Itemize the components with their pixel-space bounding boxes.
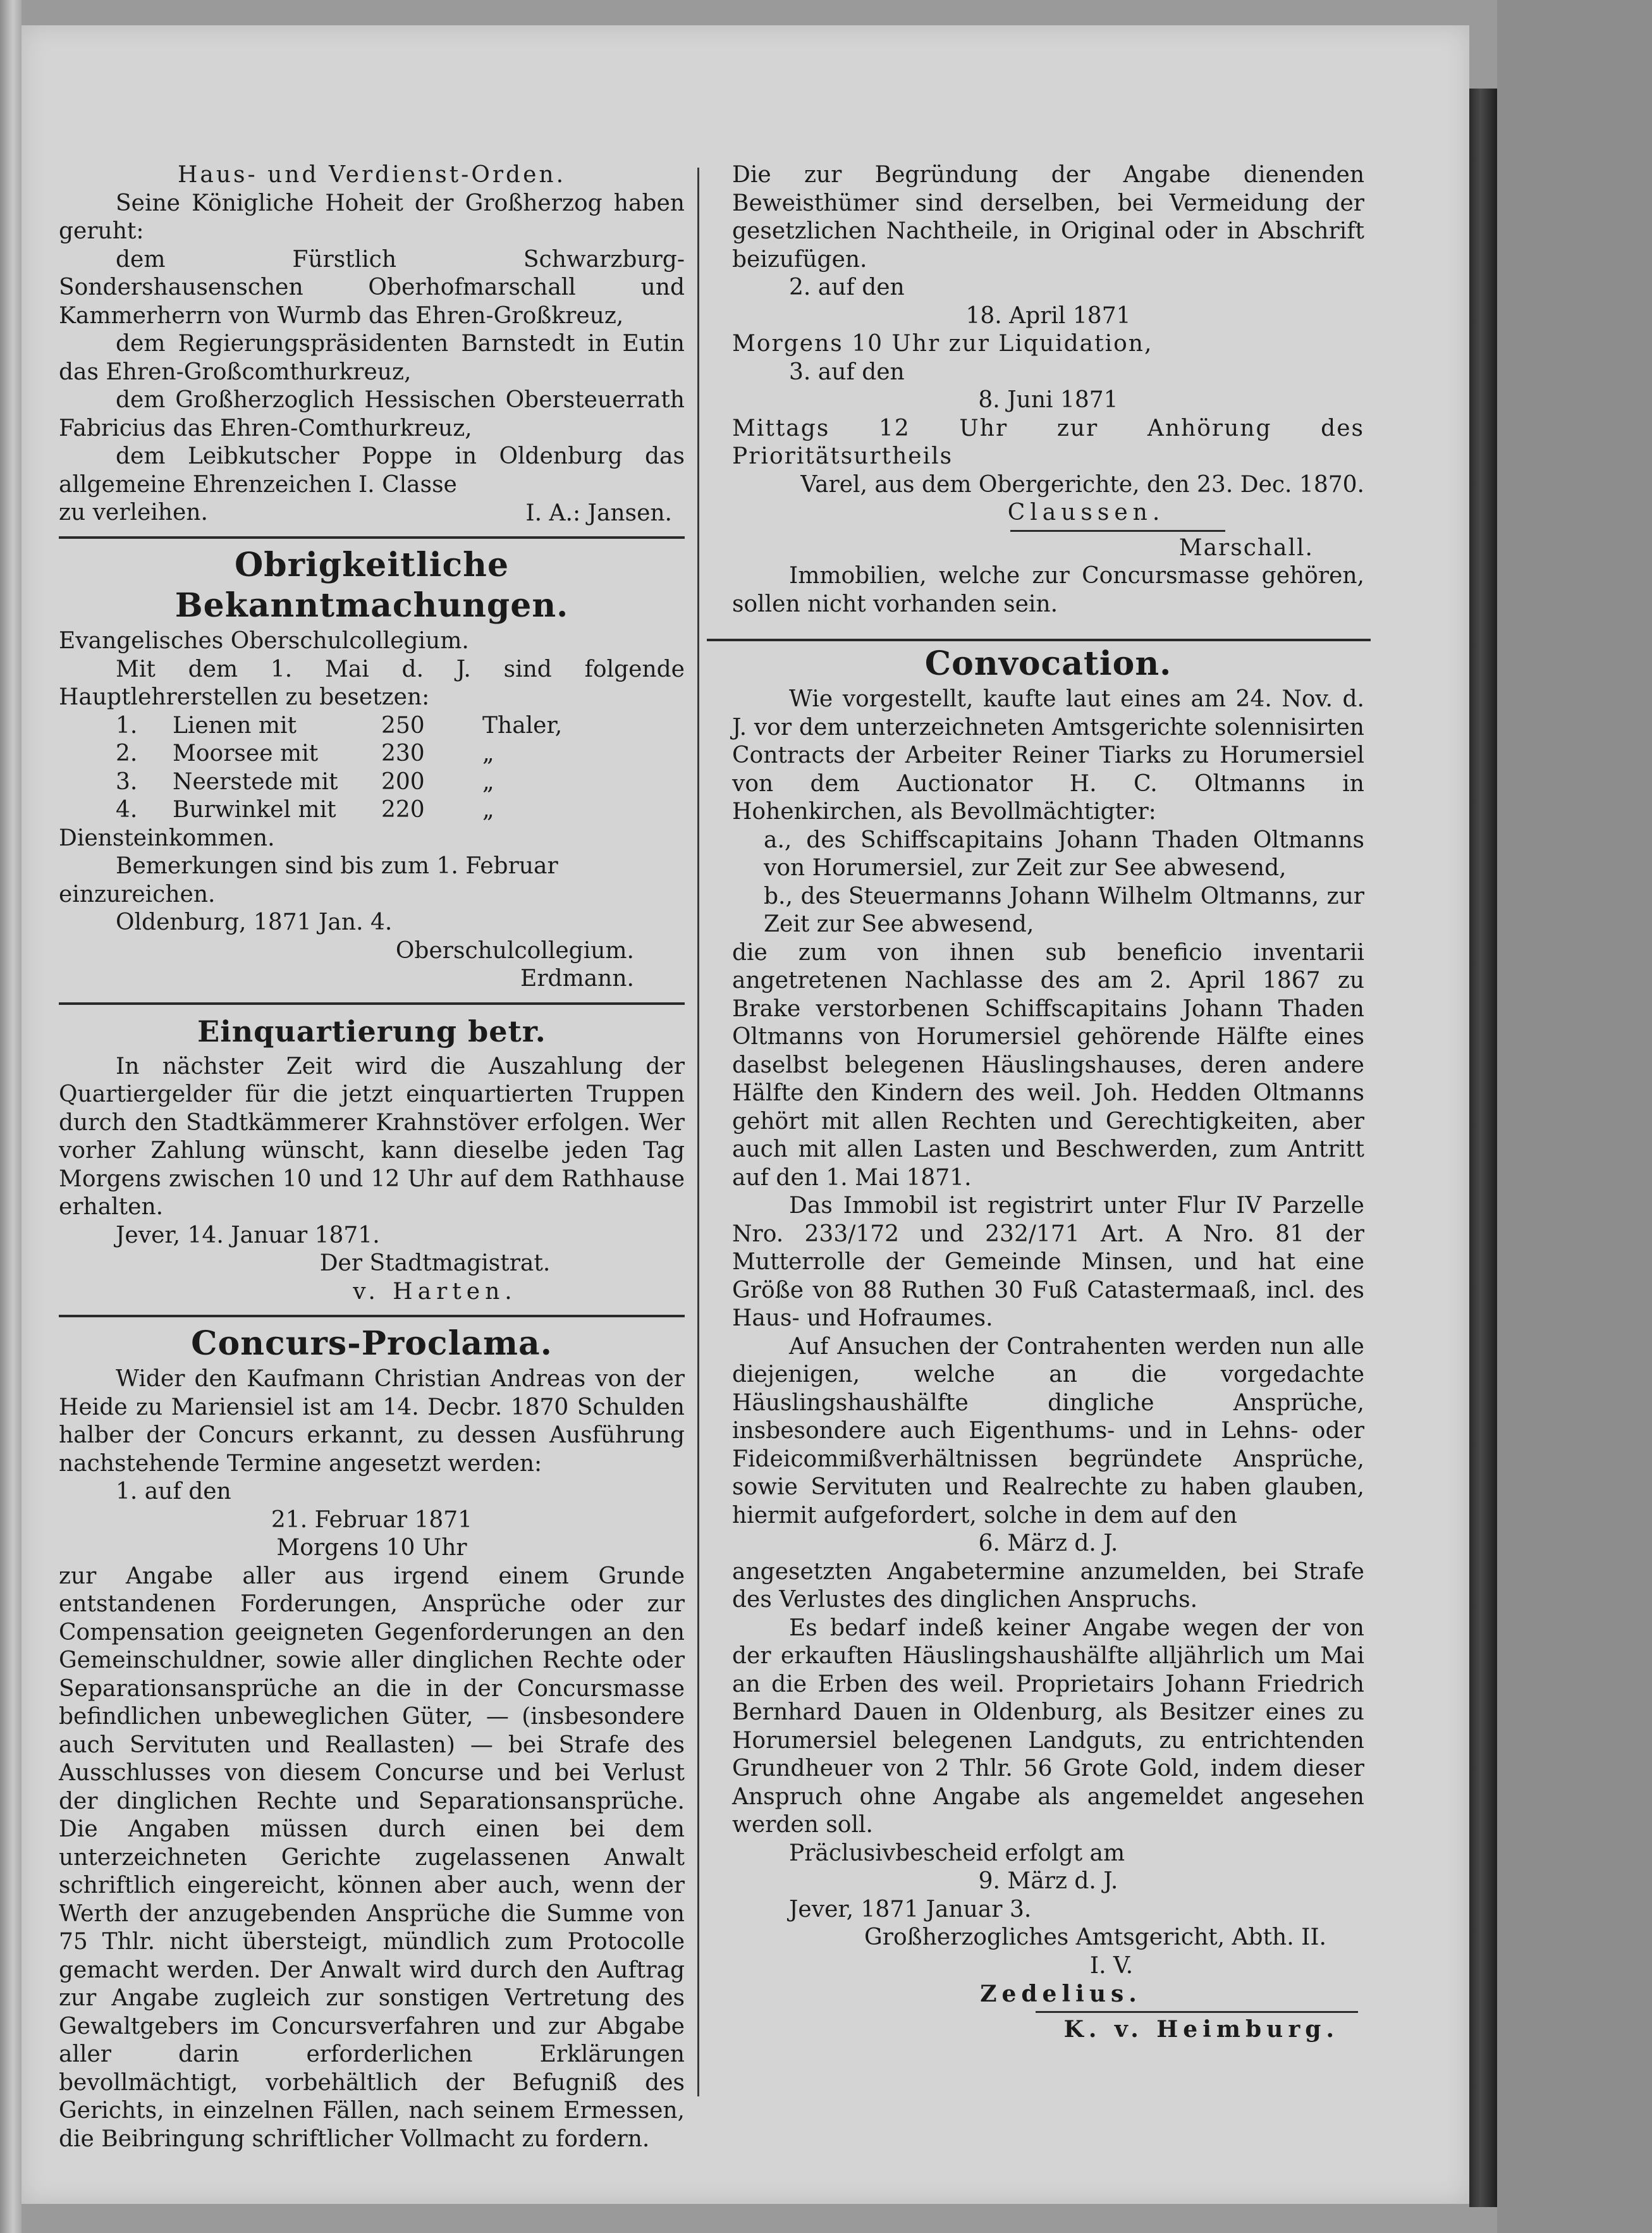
convocation-body: Es bedarf indeß keiner Angabe wegen der von der erkauften Häuslingshaushälfte alljährlich um Mai an die Erben des weil. Proprietairs Johann Friedrich Bernhard Dauen in Oldenburg, als Besitzer eines zu Horumersiel belegenen Landguts, zu entrichtenden Grundheuer von 2 Thlr. 56 Grote Gold, indem dieser Anspruch ohne Angabe als angemeldet angesehen werden soll. <box>732 1615 1364 1838</box>
official-heading: Obrigkeitliche Bekanntmachungen. <box>174 546 569 625</box>
quarter-signature: v. Harten. <box>353 1278 517 1305</box>
page-edge-shadow <box>1469 89 1497 2207</box>
teacher-table <box>59 712 685 825</box>
column-divider <box>697 168 699 2096</box>
quarter-signature: Der Stadtmagistrat. <box>319 1250 551 1276</box>
order-item: dem Fürstlich Schwarzburg-Sondershausenschen Oberhofmarschall und Kammerherrn von Wurmb das Ehren-Großkreuz, <box>59 246 685 329</box>
table-row <box>116 768 685 797</box>
order-signature: I. A.: Jansen. <box>525 500 672 526</box>
table-cell: Lienen mit <box>173 712 297 739</box>
table-cell: Neerstede mit <box>173 768 338 795</box>
order-item: dem Großherzoglich Hessischen Obersteuerrath Fabricius das Ehren-Comthurkreuz, <box>59 387 685 441</box>
concurs-place: Varel, aus dem Obergerichte, den 23. Dec. 1870. <box>800 471 1364 498</box>
order-item: dem Leibkutscher Poppe in Oldenburg das allgemeine Ehrenzeichen I. Classe <box>59 443 685 498</box>
convocation-body: Präclusivbescheid erfolgt am <box>789 1840 1125 1866</box>
concurs-term: 3. auf den <box>789 359 905 385</box>
left-column <box>59 161 685 2153</box>
spacer <box>732 618 1364 640</box>
table-cell: Moorsee mit <box>173 741 319 766</box>
binding-left <box>0 0 21 2233</box>
concurs-term-date: 18. April 1871 <box>965 302 1131 329</box>
convocation-body: angesetzten Angabetermine anzumelden, bei Strafe des Verlustes des dinglichen Anspruchs. <box>732 1558 1364 1613</box>
order-title: Haus- und Verdienst-Orden. <box>177 162 566 188</box>
official-line: Bemerkungen sind bis zum 1. Februar einzureichen. <box>59 853 558 907</box>
concurs-term: 2. auf den <box>789 274 905 300</box>
concurs-signature: Claussen. <box>1007 500 1165 526</box>
section-rule <box>59 1315 685 1317</box>
official-date: Oldenburg, 1871 Jan. 4. <box>116 909 393 935</box>
official-line: Mit dem 1. Mai d. J. sind folgende Hauptlehrerstellen zu besetzen: <box>59 656 685 710</box>
official-signature: Erdmann. <box>520 966 634 992</box>
table-cell: 230 <box>381 741 425 766</box>
signature-rule <box>1010 530 1225 532</box>
section-rule <box>59 1002 685 1005</box>
concurs-term-time: Morgens 10 Uhr <box>276 1535 467 1561</box>
concurs-body: Wider den Kaufmann Christian Andreas von der Heide zu Mariensiel ist am 14. Decbr. 1870 Schulden halber der Concurs erkannt, zu dessen Ausführung nachstehende Termine angesetzt werden: <box>59 1366 685 1477</box>
concurs-term-what: Mittags 12 Uhr zur Anhörung des Prioritätsurtheils <box>732 415 1364 469</box>
official-line: Diensteinkommen. <box>59 825 275 851</box>
concurs-continued: Die zur Begründung der Angabe dienenden Beweisthümer sind derselben, bei Vermeidung der gesetzlichen Nachtheile, in Original oder in Abschrift beizufügen. <box>732 162 1364 273</box>
convocation-body: Wie vorgestellt, kaufte laut eines am 24. Nov. d. J. vor dem unterzeichneten Amtsgerichte solennisirten Contracts der Arbeiter Reiner Tiarks zu Horumersiel von dem Auctionator H. C. Oltmanns in Hohenkirchen, als Bevollmächtigter: <box>732 686 1364 825</box>
convocation-body: Auf Ansuchen der Contrahenten werden nun alle diejenigen, welche an die vorgedachte Häuslingshaushälfte dingliche Ansprüche, insbesondere auch Eigenthums- und in Lehns- oder Fideicommißverhältnissen begründete Ansprüche, sowie Servituten und Realrechte zu haben glauben, hiermit aufgefordert, solche in dem auf den <box>732 1333 1364 1529</box>
convocation-signature: Zedelius. <box>980 1981 1142 2007</box>
table-cell: 3. <box>116 768 138 795</box>
table-row <box>116 712 685 741</box>
concurs-note: Immobilien, welche zur Concursmasse gehören, sollen nicht vorhanden sein. <box>732 563 1364 617</box>
convocation-item: b., des Steuermanns Johann Wilhelm Oltmanns, zur Zeit zur See abwesend, <box>764 883 1364 937</box>
concurs-heading: Concurs-Proclama. <box>191 1324 553 1363</box>
table-cell: 200 <box>381 768 425 795</box>
convocation-signature: K. v. Heimburg. <box>1063 2015 1339 2043</box>
order-intro: Seine Königliche Hoheit der Großherzog haben geruht: <box>59 190 685 244</box>
convocation-date: 6. März d. J. <box>978 1530 1118 1556</box>
table-cell: „ <box>482 768 494 795</box>
background-right <box>1497 0 1652 2233</box>
official-line: Evangelisches Oberschulcollegium. <box>59 628 469 654</box>
concurs-term-what: Morgens 10 Uhr zur Liquidation, <box>732 331 1153 357</box>
quarter-body: In nächster Zeit wird die Auszahlung der Quartiergelder für die jetzt einquartierten Truppen durch den Stadtkämmerer Krahnstöver erfolgen. Wer vorher Zahlung wünscht, kann dieselbe jeden Tag Morgens zwischen 10 und 12 Uhr auf dem Rathhause erhalten. <box>59 1053 685 1220</box>
table-cell: 220 <box>381 797 425 823</box>
convocation-heading: Convocation. <box>924 644 1172 683</box>
table-cell: „ <box>482 797 494 823</box>
convocation-body: die zum von ihnen sub beneficio inventarii angetretenen Nachlasse des am 2. April 1867 zu Brake verstorbenen Schiffscapitains Johann Thaden Oltmanns von Horumersiel gehörende Hälfte eines daselbst belegenen Häuslingshauses, deren andere Hälfte den Kindern des weil. Joh. Hedden Oltmanns gehört mit allen Rechten und Gerechtigkeiten, aber auch mit allen Lasten und Beschwerden, zum Antritt auf den 1. Mai 1871. <box>732 939 1364 1191</box>
official-signature: Oberschulcollegium. <box>395 937 634 964</box>
quarter-date: Jever, 14. Januar 1871. <box>116 1222 380 1248</box>
order-item: dem Regierungspräsidenten Barnstedt in Eutin das Ehren-Großcomthurkreuz, <box>59 331 685 385</box>
table-cell: 250 <box>381 712 425 739</box>
concurs-body: zur Angabe aller aus irgend einem Grunde entstandenen Forderungen, Ansprüche oder zur Compensation geeigneten Gegenforderungen an den Gemeinschuldner, sowie aller dinglichen Rechte oder Separationsansprüche an die in der Concursmasse befindlichen unbeweglichen Güter, — (insbesondere auch Servituten und Reallasten) — bei Strafe des Ausschlusses von diesem Concurse und bei Verlust der dinglichen Rechte und Separationsansprüche. Die Angaben müssen durch einen bei dem unterzeichneten Gerichte zugelassenen Anwalt schriftlich eingereicht, können aber auch, wenn der Werth der anzugebenden Ansprüche die Summe von 75 Thlr. nicht übersteigt, mündlich zum Protocolle gemacht werden. Der Anwalt wird durch den Auftrag zur Angabe zugleich zur sonstigen Vertretung des Gewaltgebers im Concursverfahren und zur Abgabe aller darin erforderlichen Erklärungen bevollmächtigt, vorbehältlich der Befugniß des Gerichts, in einzelnen Fällen, nach seinem Ermessen, die Beibringung schriftlicher Vollmacht zu fordern. <box>59 1563 685 2152</box>
section-rule <box>59 536 685 539</box>
signature-rule <box>1036 2011 1358 2013</box>
concurs-term-date: 8. Juni 1871 <box>978 387 1118 413</box>
convocation-iv: I. V. <box>1089 1952 1134 1979</box>
table-cell: „ <box>482 741 494 766</box>
table-cell: Burwinkel mit <box>173 797 336 823</box>
concurs-term-date: 21. Februar 1871 <box>271 1506 473 1533</box>
table-cell: 1. <box>116 712 138 739</box>
table-cell: 4. <box>116 797 138 823</box>
convocation-body: Das Immobil ist registrirt unter Flur IV Parzelle Nro. 233/172 und 232/171 Art. A Nro. 81 der Mutterrolle der Gemeinde Minsen, und hat eine Größe von 88 Ruthen 30 Fuß Catastermaaß, incl. des Haus- und Hofraumes. <box>732 1193 1364 1331</box>
table-row <box>116 796 685 825</box>
convocation-place: Jever, 1871 Januar 3. <box>789 1896 1032 1922</box>
table-cell: 2. <box>116 741 138 766</box>
convocation-item: a., des Schiffscapitains Johann Thaden Oltmanns von Horumersiel, zur Zeit zur See abwesend, <box>764 827 1364 881</box>
quarter-heading: Einquartierung betr. <box>197 1014 546 1049</box>
table-row <box>116 740 685 768</box>
concurs-term: 1. auf den <box>116 1479 231 1504</box>
right-column <box>732 161 1364 2043</box>
table-cell: Thaler, <box>482 712 563 739</box>
concurs-signature: Marschall. <box>1178 534 1314 561</box>
convocation-court: Großherzogliches Amtsgericht, Abth. II. <box>864 1924 1326 1950</box>
order-closing: zu verleihen. <box>59 500 208 526</box>
convocation-date: 9. März d. J. <box>978 1868 1118 1894</box>
